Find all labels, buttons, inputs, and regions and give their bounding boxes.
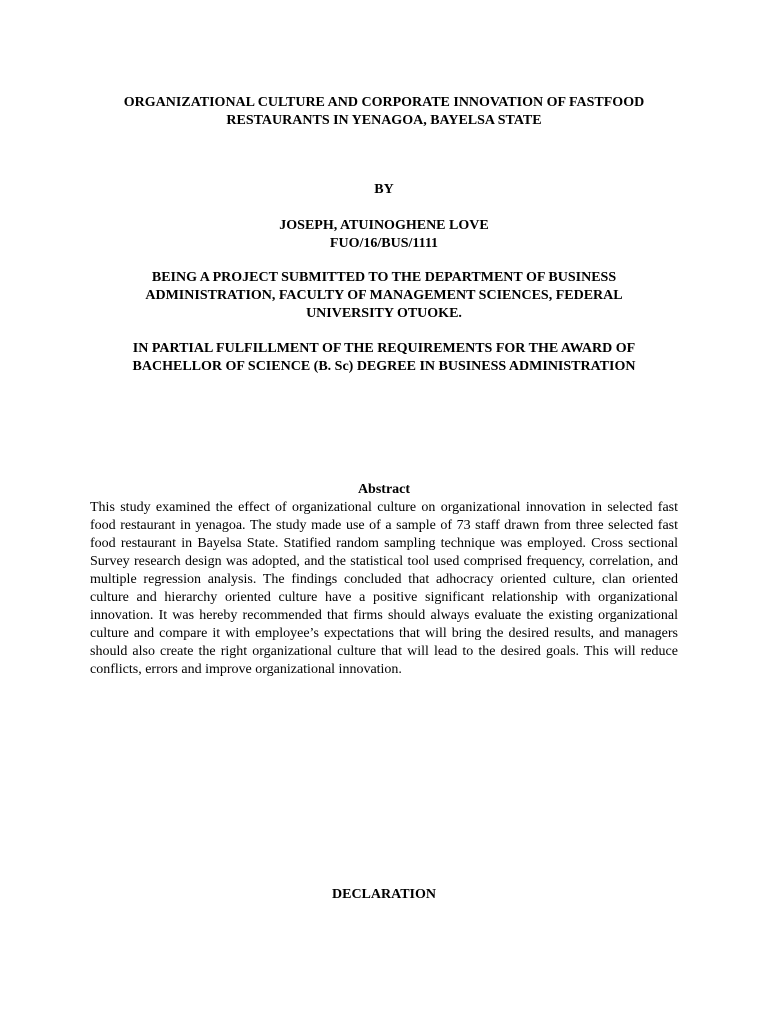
submission-line-1: BEING A PROJECT SUBMITTED TO THE DEPARTMENT OF BUSINESS (151, 270, 617, 285)
submission-statement (90, 269, 678, 323)
project-title-line-1: ORGANIZATIONAL CULTURE AND CORPORATE INNOVATION OF FASTFOOD (123, 95, 645, 110)
submission-line-2: ADMINISTRATION, FACULTY OF MANAGEMENT SCIENCES, FEDERAL (145, 288, 623, 303)
author-block (90, 217, 678, 253)
submission-line-3: UNIVERSITY OTUOKE. (306, 306, 462, 321)
author-name: JOSEPH, ATUINOGHENE LOVE (279, 218, 489, 233)
fulfillment-line-2: BACHELLOR OF SCIENCE (B. Sc) DEGREE IN BUSINESS ADMINISTRATION (132, 359, 636, 374)
abstract-body: This study examined the effect of organizational culture on organizational innovation in selected fast food restaurant in yenagoa. The study made use of a sample of 73 staff drawn from three selected fast food restaurant in Bayelsa State. Statified random sampling technique was employed. Cross sectional Survey research design was adopted, and the statistical tool used comprised frequency, correlation, and multiple regression analysis. The findings concluded that adhocracy oriented culture, clan oriented culture and hierarchy oriented culture have a positive significant relationship with organizational innovation. It was hereby recommended that firms should always evaluate the existing organizational culture and compare it with employee’s expectations that will bring the desired results, and managers should also create the right organizational culture that will lead to the desired goals. This will reduce conflicts, errors and improve organizational innovation. (90, 500, 678, 677)
project-title-line-2: RESTAURANTS IN YENAGOA, BAYELSA STATE (226, 113, 542, 128)
project-title (90, 94, 678, 130)
matric-number: FUO/16/BUS/1111 (329, 236, 439, 251)
fulfillment-line-1: IN PARTIAL FULFILLMENT OF THE REQUIREMENTS FOR THE AWARD OF (132, 341, 636, 356)
declaration-heading: DECLARATION (332, 887, 436, 902)
abstract-heading: Abstract (357, 482, 411, 497)
fulfillment-statement (90, 340, 678, 376)
by-label: BY (374, 182, 394, 197)
